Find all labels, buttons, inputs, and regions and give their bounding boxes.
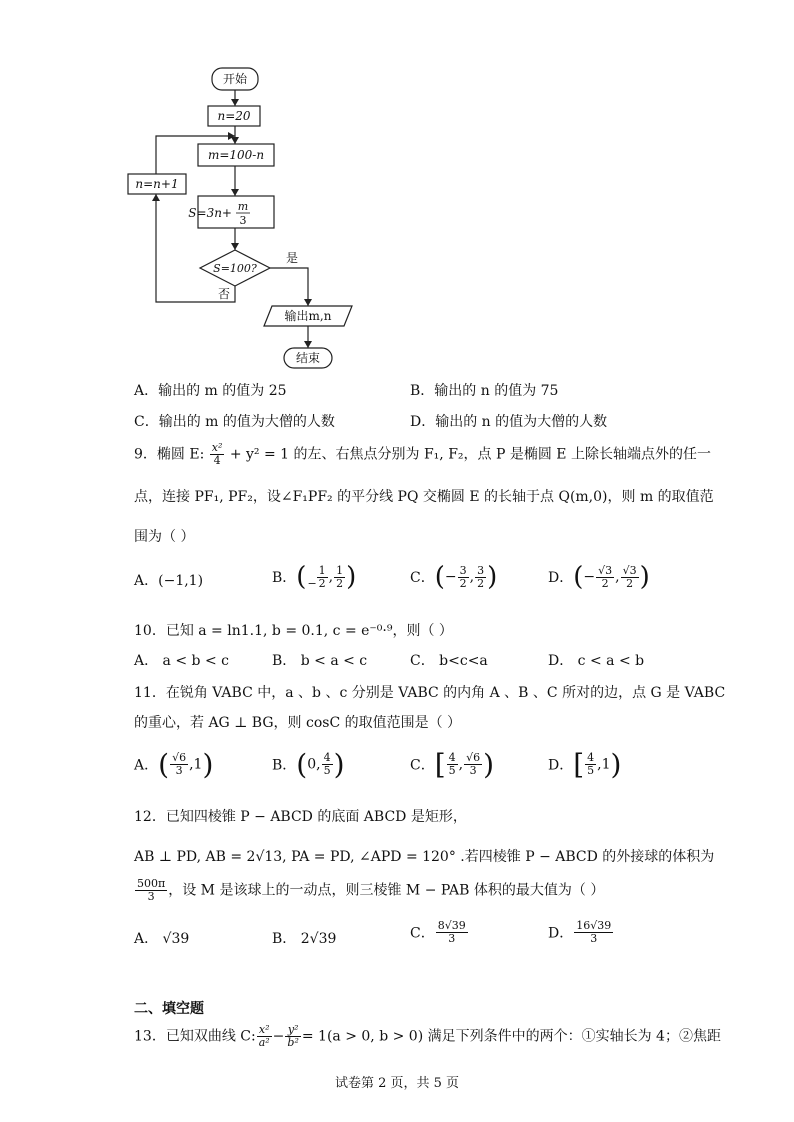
q12-stem-line2: AB ⊥ PD, AB = 2√13, PA = PD, ∠APD = 120° .若四棱锥 P − ABCD 的外接球的体积为: [134, 849, 715, 865]
page-footer: 试卷第 2 页，共 5 页: [334, 1076, 460, 1091]
q9-choice-a-value: (−1,1): [158, 573, 204, 589]
section-fill-in-title: 二、填空题: [134, 1001, 204, 1017]
flowchart-s-den: 3: [239, 214, 247, 227]
q11-choice-a[interactable]: A．( $\frac{√6}{3}$ ,1): [134, 748, 214, 781]
q9-choice-a[interactable]: A．(−1,1): [134, 573, 204, 589]
flowchart-loop-label: n=n+1: [135, 177, 179, 191]
flowchart-end-label: 结束: [295, 351, 321, 365]
q9-line1-rest: + y² = 1 的左、右焦点分别为 F₁, F₂，点 P 是椭圆 E 上除长轴端点外的任一: [229, 446, 711, 463]
flowchart-n-init-label: n=20: [217, 109, 251, 123]
q12-choice-a[interactable]: A． √39: [134, 931, 190, 947]
flowchart-condition-label: S=100?: [213, 262, 257, 275]
flowchart-s-assign-label: S=3n+: [188, 206, 232, 220]
flowchart-no-label: 否: [217, 287, 231, 301]
q11-choice-b[interactable]: B．(0, $\frac{4}{5}$ ): [272, 748, 345, 781]
q11-stem-line1: 11．在锐角 VABC 中，a 、b 、c 分别是 VABC 的内角 A 、B 、C 所对的边，点 G 是 VABC: [134, 685, 726, 701]
q10-choice-b[interactable]: B． b < a < c: [272, 653, 368, 669]
q9-prefix: 9．椭圆 E:: [134, 446, 205, 463]
q8-choice-b[interactable]: B．输出的 n 的值为 75: [410, 383, 559, 399]
flowchart: [120, 60, 380, 370]
q11-choice-c[interactable]: C．[ $\frac{4}{5}$ , $\frac{√6}{3}$ ): [410, 748, 495, 781]
q9-choice-c[interactable]: C．(− $\frac{3}{2}$ , $\frac{3}{2}$ ): [410, 562, 498, 592]
flowchart-start-label: 开始: [222, 72, 248, 86]
q8-choice-c[interactable]: C．输出的 m 的值为大僧的人数: [134, 414, 335, 430]
flowchart-yes-label: 是: [285, 251, 299, 265]
q10-choice-d[interactable]: D． c < a < b: [548, 653, 645, 669]
q11-stem-line2: 的重心，若 AG ⊥ BG，则 cosC 的取值范围是（ ）: [134, 715, 462, 731]
q9-ellipse-frac: $\frac{\text{x²}}{4}$: [211, 441, 223, 467]
q13-stem: 13．已知双曲线 C: $\frac{\text{x²}}{\text{a²}}$ − $\frac{\text{y²}}{\text{b²}}$ = 1(a > 0, b > 0) 满足下列条件中的两个：①实轴长为 4；②焦距: [134, 1023, 721, 1049]
q12-choice-b[interactable]: B． 2√39: [272, 931, 337, 947]
flowchart-s-num: m: [237, 200, 249, 213]
q9-stem-line1: [134, 442, 711, 467]
q12-stem-line1: 12．已知四棱锥 P − ABCD 的底面 ABCD 是矩形，: [134, 809, 467, 825]
q10-choice-c[interactable]: C． b<c<a: [410, 653, 488, 669]
q12-line3-rest: ，设 M 是该球上的一动点，则三棱锥 M − PAB 体积的最大值为（ ）: [168, 882, 605, 899]
q8-choice-a[interactable]: A．输出的 m 的值为 25: [134, 383, 287, 399]
q10-choice-a[interactable]: A． a < b < c: [134, 653, 229, 669]
q12-choice-c[interactable]: C． $\frac{8√39}{3}$: [410, 919, 466, 945]
q9-choice-d[interactable]: D．(− $\frac{√3}{2}$ , $\frac{√3}{2}$ ): [548, 562, 650, 592]
q12-choice-d[interactable]: D． $\frac{16√39}{3}$: [548, 919, 612, 945]
q12-volume-frac: $\frac{500\pi}{3}$: [137, 877, 166, 903]
q9-stem-line3: 围为（ ）: [134, 529, 195, 545]
flowchart-m-assign-label: m=100-n: [207, 148, 265, 162]
q9-choice-b[interactable]: B．(− $\frac{1}{2}$ , $\frac{1}{2}$ ): [272, 562, 357, 592]
q8-choice-d[interactable]: D．输出的 n 的值为大僧的人数: [410, 414, 608, 430]
q9-stem-line2: 点，连接 PF₁, PF₂，设∠F₁PF₂ 的平分线 PQ 交椭圆 E 的长轴于点 Q(m,0)，则 m 的取值范: [134, 489, 714, 505]
q11-choice-d[interactable]: D．[ $\frac{4}{5}$ ,1): [548, 748, 622, 781]
q10-stem: 10．已知 a = ln1.1, b = 0.1, c = e⁻⁰·⁹，则（ ）: [134, 623, 453, 639]
flowchart-output-label: 输出m,n: [284, 309, 332, 323]
q12-stem-line3: [134, 878, 604, 903]
